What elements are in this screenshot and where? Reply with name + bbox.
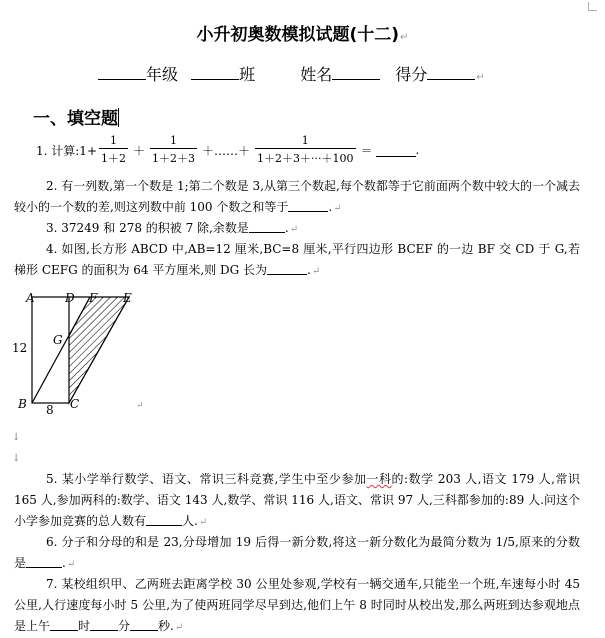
q1-prefix: 1. 计算:1+ (36, 143, 97, 158)
q6-answer-blank[interactable] (26, 555, 62, 568)
q1-fraction-2: $\frac{1}{1+2+3}$ (152, 134, 196, 165)
grade-label: 年级 (146, 65, 179, 84)
q7-hour-blank[interactable] (50, 618, 78, 631)
q7-second-blank[interactable] (130, 618, 158, 631)
score-blank[interactable] (427, 64, 475, 80)
question-4: 4. 如图,长方形 ABCD 中,AB=12 厘米,BC=8 厘米,平行四边形 BCEF 的一边 BF 交 CD 于 G,若梯形 CEFG 的面积为 64 平方厘米,则 DG 长为 .↵ (14, 242, 580, 277)
question-5: 5. 某小学举行数学、语文、常识三科竞赛,学生中至少参加一科的:数学 203 人,语文 179 人,常识 165 人,参加两科的:数学、语文 143 人,数学、常识 116 人,语文、常识 97 人,三科都参加的:89 人.问这个小学参加竞赛的总人数有 人.↵ (14, 472, 580, 528)
page-title (0, 20, 605, 45)
q5-answer-blank[interactable] (146, 513, 182, 526)
question-2: 2. 有一列数,第一个数是 1;第二个数是 3,从第三个数起,每个数都等于它前面两个数中较大的一个减去较小的一个数的差,则这列数中前 100 个数之和等于 .↵ (14, 179, 580, 214)
question-1: 1. 计算:1+ $\frac{1}{1+2}$ ＋ $\frac{1}{1+2+3}$ ＋……＋ $\frac{1}{1+2+3+\cdot\cdot\cdot+100}$ ＝ . (36, 134, 420, 165)
section-heading (33, 104, 119, 129)
q5-spellcheck-word: 一科 (366, 472, 392, 486)
page-corner-mark (588, 2, 597, 11)
question-7: 7. 某校组织甲、乙两班去距离学校 30 公里处参观,学校有一辆交通车,只能坐一个班,车速每小时 45 公里,人行速度每小时 5 公里,为了使两班同学尽早到达,他们上午 8 时同时从校出发,那么两班到达参观地点是上午 时 分 秒.↵ (14, 577, 580, 633)
q4-answer-blank[interactable] (267, 262, 307, 275)
name-label: 姓名 (300, 65, 333, 84)
paragraph-mark: ↵ (400, 32, 409, 43)
q1-fraction-1: $\frac{1}{1+2}$ (101, 134, 126, 165)
rectangle-abcd (32, 297, 69, 403)
label-b: B (18, 397, 27, 411)
label-e: E (123, 291, 132, 305)
section-title-text: 一、填空题 (33, 109, 118, 129)
line-break-mark: ↓ (12, 432, 21, 443)
text-cursor (118, 108, 119, 127)
q2-answer-blank[interactable] (288, 199, 328, 212)
label-g: G (53, 333, 63, 347)
class-label: 班 (239, 65, 256, 84)
label-side-bc: 8 (46, 403, 54, 416)
label-side-ab: 12 (12, 341, 28, 355)
geometry-figure (8, 286, 148, 416)
q1-answer-blank[interactable] (376, 144, 416, 157)
q1-ellipsis: ＋……＋ (202, 143, 251, 158)
question-6: 6. 分子和分母的和是 23,分母增加 19 后得一新分数,将这一新分数化为最简分数为 1/5,原来的分数是 .↵ (14, 535, 580, 570)
label-f: F (89, 291, 98, 305)
student-info-line (98, 62, 485, 85)
label-a: A (26, 291, 35, 305)
q1-fraction-3: $\frac{1}{1+2+3+\cdot\cdot\cdot+100}$ (257, 134, 354, 165)
name-blank[interactable] (332, 64, 380, 80)
q3-answer-blank[interactable] (249, 220, 285, 233)
paragraph-mark: ↵ (136, 401, 144, 411)
question-3: 3. 37249 和 278 的积被 7 除,余数是 .↵ (46, 221, 299, 235)
title-text: 小升初奥数模拟试题(十二) (196, 25, 400, 45)
q1-equals: ＝ (360, 143, 373, 158)
label-c: C (70, 397, 80, 411)
q7-minute-blank[interactable] (90, 618, 118, 631)
score-label: 得分 (395, 65, 428, 84)
label-d: D (65, 291, 75, 305)
paragraph-mark: ↵ (476, 72, 485, 83)
grade-blank[interactable] (98, 64, 146, 80)
class-blank[interactable] (191, 64, 239, 80)
line-break-mark: ↓ (12, 453, 21, 464)
